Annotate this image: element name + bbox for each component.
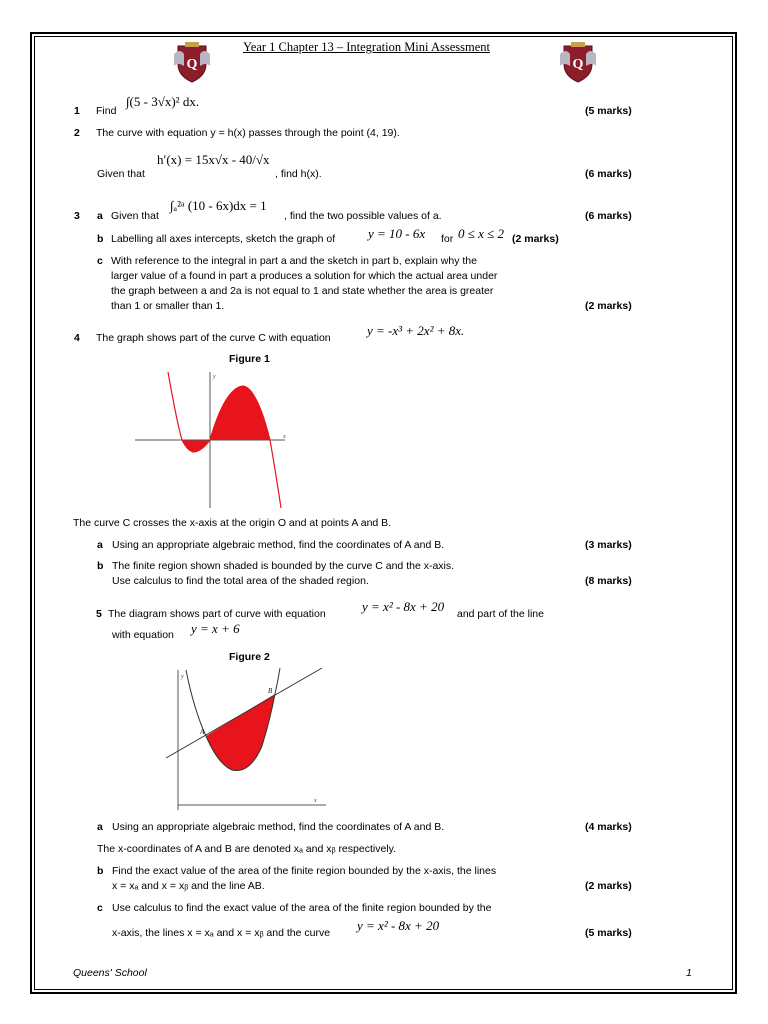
q1-marks: (5 marks) — [585, 105, 632, 117]
q4b-line-2: Use calculus to find the total area of the shaded region. — [112, 575, 369, 587]
q3c-line-1: With reference to the integral in part a and the sketch in part b, explain why the — [111, 255, 477, 267]
q2-find: , find h(x). — [275, 168, 322, 180]
q4-text: The graph shows part of the curve C with equation — [96, 332, 331, 344]
q4b-marks: (8 marks) — [585, 575, 632, 587]
q5b-label: b — [97, 865, 104, 877]
q2-text: The curve with equation y = h(x) passes through the point (4, 19). — [96, 127, 400, 139]
q3a-marks: (6 marks) — [585, 210, 632, 222]
q1-expression: ∫(5 - 3√x)² dx. — [126, 94, 200, 109]
figure-1-x-label: x — [283, 434, 286, 440]
q5c-line-1: Use calculus to find the exact value of the area of the finite region bounded by the — [112, 902, 492, 914]
q2-given: Given that — [97, 168, 145, 180]
school-crest-right — [558, 40, 598, 84]
q3a-expression: ∫ₐ²ᵃ (10 - 6x)dx = 1 — [170, 198, 267, 213]
q5-text-2: and part of the line — [457, 608, 544, 620]
q5c-line-2: x-axis, the lines x = xₐ and x = xᵦ and the curve — [112, 927, 331, 939]
q2-number: 2 — [74, 127, 80, 139]
q5-with-equation: with equation — [112, 629, 174, 641]
figure-1-graph — [135, 368, 365, 510]
q3b-text: Labelling all axes intercepts, sketch the graph of — [111, 233, 336, 245]
figure-2-y-label: y — [181, 674, 184, 680]
figure-1-y-label: y — [213, 374, 216, 380]
page-title: Year 1 Chapter 13 – Integration Mini Assessment — [243, 40, 490, 54]
q3b-label: b — [97, 233, 104, 245]
q5b-marks: (2 marks) — [585, 880, 632, 892]
figure-2-point-b-label: B — [268, 687, 273, 695]
q5b-line-1: Find the exact value of the area of the finite region bounded by the x-axis, the lines — [112, 865, 497, 877]
q4a-marks: (3 marks) — [585, 539, 632, 551]
q5-line-expression: y = x + 6 — [191, 621, 240, 636]
svg-text:Q: Q — [186, 57, 198, 72]
q4b-label: b — [97, 560, 104, 572]
q3b-for: for — [441, 233, 454, 245]
q5c-marks: (5 marks) — [585, 927, 632, 939]
q3c-line-3: the graph between a and 2a is not equal to 1 and state whether the area is greater — [111, 285, 494, 297]
q5-expression: y = x² - 8x + 20 — [362, 599, 445, 614]
q3a-text: , find the two possible values of a. — [284, 210, 442, 222]
q5a-label: a — [97, 821, 103, 833]
q5c-label: c — [97, 902, 103, 914]
q5-denoted-text: The x-coordinates of A and B are denoted xₐ and xᵦ respectively. — [97, 843, 397, 855]
q5a-marks: (4 marks) — [585, 821, 632, 833]
q5-number: 5 — [96, 608, 102, 620]
q3b-marks: (2 marks) — [512, 233, 559, 245]
q5a-text: Using an appropriate algebraic method, find the coordinates of A and B. — [112, 821, 445, 833]
figure-2-point-a-label: A — [200, 728, 205, 736]
footer-page-number: 1 — [686, 967, 692, 979]
q5c-expression: y = x² - 8x + 20 — [357, 918, 440, 933]
q2-expression: h′(x) = 15x√x - 40/√x — [157, 152, 270, 167]
q3-number: 3 — [74, 210, 80, 222]
q3c-label: c — [97, 255, 103, 267]
figure-2-x-label: x — [314, 798, 317, 804]
q2-marks: (6 marks) — [585, 168, 632, 180]
figure-1-caption: Figure 1 — [229, 353, 270, 365]
q4a-label: a — [97, 539, 103, 551]
svg-text:Q: Q — [572, 57, 584, 72]
q4b-line-1: The finite region shown shaded is bounded by the curve C and the x-axis. — [112, 560, 455, 572]
q3c-line-2: larger value of a found in part a produces a solution for which the actual area under — [111, 270, 498, 282]
q3c-line-4: than 1 or smaller than 1. — [111, 300, 225, 312]
q3a-given: Given that — [111, 210, 159, 222]
figure-2-shaded-region — [206, 694, 275, 771]
q4a-text: Using an appropriate algebraic method, find the coordinates of A and B. — [112, 539, 445, 551]
q3b-range: 0 ≤ x ≤ 2 — [458, 226, 505, 241]
q1-number: 1 — [74, 105, 80, 117]
q1-text: Find — [96, 105, 117, 117]
q4-expression: y = -x³ + 2x² + 8x. — [367, 323, 465, 338]
q4-crosses-text: The curve C crosses the x-axis at the origin O and at points A and B. — [73, 517, 392, 529]
figure-2-caption: Figure 2 — [229, 651, 270, 663]
figure-2-graph — [162, 666, 332, 812]
q4-number: 4 — [74, 332, 80, 344]
q5b-line-2: x = xₐ and x = xᵦ and the line AB. — [112, 880, 265, 892]
q3b-expression: y = 10 - 6x — [368, 226, 426, 241]
q3c-marks: (2 marks) — [585, 300, 632, 312]
school-crest-left — [172, 40, 212, 84]
q3a-label: a — [97, 210, 103, 222]
q5-text: The diagram shows part of curve with equation — [108, 608, 326, 620]
footer-school: Queens' School — [73, 967, 147, 979]
